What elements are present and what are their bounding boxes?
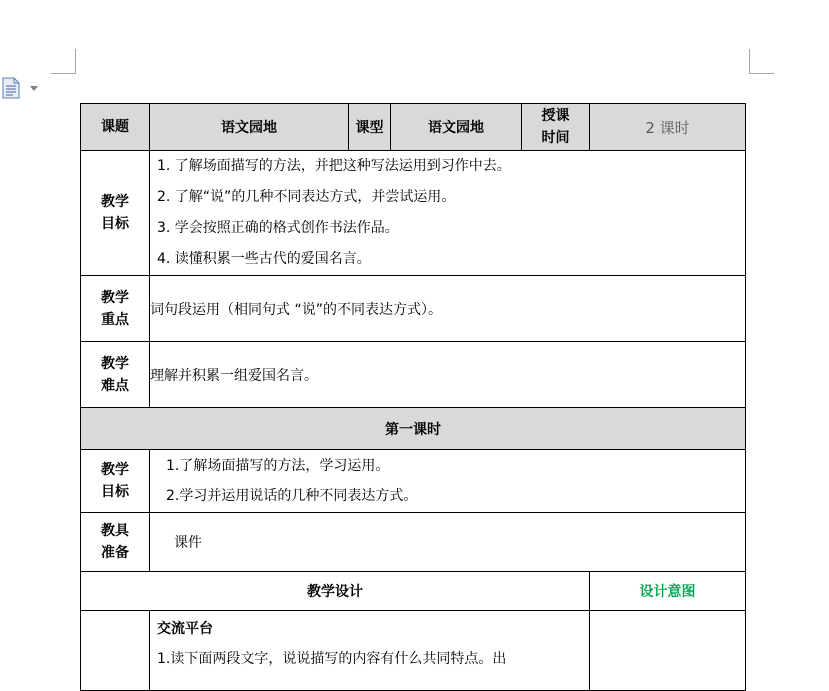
type-label: 课型 — [349, 104, 391, 151]
key-points-label — [81, 276, 150, 342]
design-content-row — [81, 611, 746, 691]
first-lesson-goal-item: 2.学习并运用说话的几种不同表达方式。 — [166, 488, 418, 504]
goals-label-line-1: 教学 — [101, 194, 129, 210]
goal-item: 3. 学会按照正确的格式创作书法作品。 — [157, 220, 399, 236]
prep-label-line-1: 教具 — [101, 523, 129, 539]
key-points-label-line-1: 教学 — [101, 289, 129, 306]
first-lesson-row — [81, 408, 746, 450]
first-lesson-goals-label-line-2: 目标 — [101, 484, 129, 500]
difficulties-label-line-1: 教学 — [101, 355, 129, 372]
chevron-down-icon — [30, 86, 38, 91]
goal-item: 2. 了解“说”的几种不同表达方式，并尝试运用。 — [157, 189, 456, 205]
design-header-row — [81, 572, 746, 611]
difficulties-text: 理解并积累一组爱国名言。 — [150, 342, 746, 408]
page-corner-top-left — [51, 49, 76, 74]
design-first-line: 1.读下面两段文字，说说描写的内容有什么共同特点。出 — [157, 651, 507, 667]
difficulties-row — [81, 342, 746, 408]
key-points-text: 词句段运用（相同句式 “说”的不同表达方式）。 — [150, 276, 746, 342]
first-lesson-goals-label — [81, 450, 150, 513]
prep-label — [81, 513, 150, 572]
goals-label-line-2: 目标 — [101, 216, 129, 232]
prep-row — [81, 513, 746, 572]
goal-item: 1. 了解场面描写的方法，并把这种写法运用到习作中去。 — [157, 158, 511, 174]
lesson-plan-table — [80, 103, 746, 691]
goals-content — [150, 151, 746, 276]
document-paste-icon — [2, 77, 20, 99]
goals-row — [81, 151, 746, 276]
key-points-row — [81, 276, 746, 342]
type-value: 语文园地 — [391, 104, 522, 151]
topic-label: 课题 — [81, 104, 150, 151]
time-label — [522, 104, 590, 151]
difficulties-label-line-2: 难点 — [101, 377, 129, 394]
key-points-label-line-2: 重点 — [101, 311, 129, 328]
difficulties-label — [81, 342, 150, 408]
design-intent-header: 设计意图 — [590, 572, 746, 611]
first-lesson-goal-item: 1.了解场面描写的方法，学习运用。 — [166, 458, 390, 474]
time-value: 2 课时 — [590, 104, 746, 151]
page-corner-top-right — [749, 49, 774, 74]
header-row — [81, 104, 746, 151]
design-section-title: 交流平台 — [157, 621, 213, 637]
prep-label-line-2: 准备 — [101, 545, 129, 561]
first-lesson-goals-content — [150, 450, 746, 513]
topic-value: 语文园地 — [150, 104, 349, 151]
goal-item: 4. 读懂积累一些古代的爱国名言。 — [157, 251, 371, 267]
time-label-line-2: 时间 — [541, 130, 570, 146]
goals-label — [81, 151, 150, 276]
design-intent-cell — [590, 611, 746, 691]
prep-value: 课件 — [150, 513, 746, 572]
design-content — [150, 611, 590, 691]
design-empty-cell — [81, 611, 150, 691]
design-header: 教学设计 — [81, 572, 590, 611]
first-lesson-goals-label-line-1: 教学 — [101, 462, 129, 478]
first-lesson-title: 第一课时 — [81, 408, 746, 450]
first-lesson-goals-row — [81, 450, 746, 513]
time-label-line-1: 授课 — [541, 108, 570, 124]
paste-options-button[interactable] — [2, 77, 42, 99]
